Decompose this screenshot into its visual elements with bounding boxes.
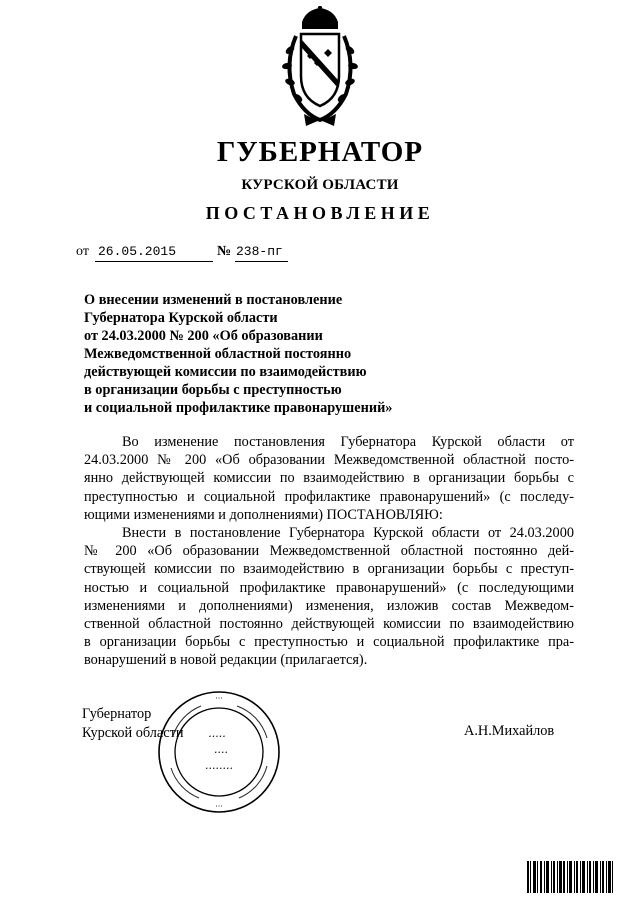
svg-text:········: ········ xyxy=(205,762,233,775)
paragraph-line: вонарушений в новой редакции (прилагается). xyxy=(84,652,368,669)
number-sign: № xyxy=(217,244,232,259)
svg-text:····: ···· xyxy=(214,746,228,759)
preamble-paragraph xyxy=(84,433,574,524)
paragraph-line: янно действующей комиссии по взаимодействию в организации борьбы с xyxy=(84,470,574,487)
barcode-icon xyxy=(527,861,613,893)
subject-line: в организации борьбы с преступностью xyxy=(84,382,342,398)
signer-position-line: Курской области xyxy=(82,724,184,741)
subject-line: от 24.03.2000 № 200 «Об образовании xyxy=(84,328,323,344)
svg-text:···: ··· xyxy=(215,694,223,703)
decree-date: 26.05.2015 xyxy=(98,244,177,259)
decree-subject xyxy=(84,291,524,417)
subject-line: Межведомственной областной постоянно xyxy=(84,346,352,362)
number-underline xyxy=(235,261,288,262)
paragraph-line: изменениями и дополнениями) изменения, изложив состав Межведом- xyxy=(84,597,574,614)
subject-line: действующей комиссии по взаимодействию xyxy=(84,364,367,380)
subject-line: Губернатора Курской области xyxy=(84,310,278,326)
svg-text:···: ··· xyxy=(215,802,223,811)
date-prefix: от xyxy=(76,244,89,259)
signer-name: А.Н.Михайлов xyxy=(464,723,555,739)
subject-line: О внесении изменений в постановление xyxy=(84,292,343,308)
round-seal-stamp-icon xyxy=(155,688,283,816)
document-type-title: ПОСТАНОВЛЕНИЕ xyxy=(205,203,435,223)
operative-paragraph xyxy=(84,524,574,670)
date-underline xyxy=(95,261,213,262)
paragraph-line: ющими изменениями и дополнениями) ПОСТАНОВЛЯЮ: xyxy=(84,506,443,523)
paragraph-line: в организации борьбы с преступностью и социальной профилактике пра- xyxy=(84,634,574,651)
paragraph-line: ствующей комиссии по взаимодействию в организации борьбы с преступ- xyxy=(84,561,574,578)
authority-title: ГУБЕРНАТОР xyxy=(216,136,424,168)
paragraph-line: 24.03.2000 № 200 «Об образовании Межведомственной областной посто- xyxy=(84,452,574,469)
signer-position-line: Губернатор xyxy=(82,706,152,722)
paragraph-line: Внести в постановление Губернатора Курской области от 24.03.2000 xyxy=(122,525,574,541)
kursk-oblast-coat-of-arms-icon xyxy=(280,6,360,130)
subject-line: и социальной профилактике правонарушений» xyxy=(84,400,393,416)
decree-number: 238-пг xyxy=(236,244,283,259)
paragraph-line: ностью и социальной профилактике правонарушений» (с последующими xyxy=(84,579,574,596)
paragraph-line: ственной областной постоянно действующей комиссии по взаимодействию xyxy=(84,616,574,633)
paragraph-line: № 200 «Об образовании Межведомственной областной постоянно дей- xyxy=(84,543,574,560)
paragraph-line: преступностью и социальной профилактике правонарушений» (с последу- xyxy=(84,488,574,505)
region-title: КУРСКОЙ ОБЛАСТИ xyxy=(241,177,399,193)
paragraph-line: Во изменение постановления Губернатора Курской области от xyxy=(122,434,574,450)
svg-text:·····: ····· xyxy=(208,730,226,743)
